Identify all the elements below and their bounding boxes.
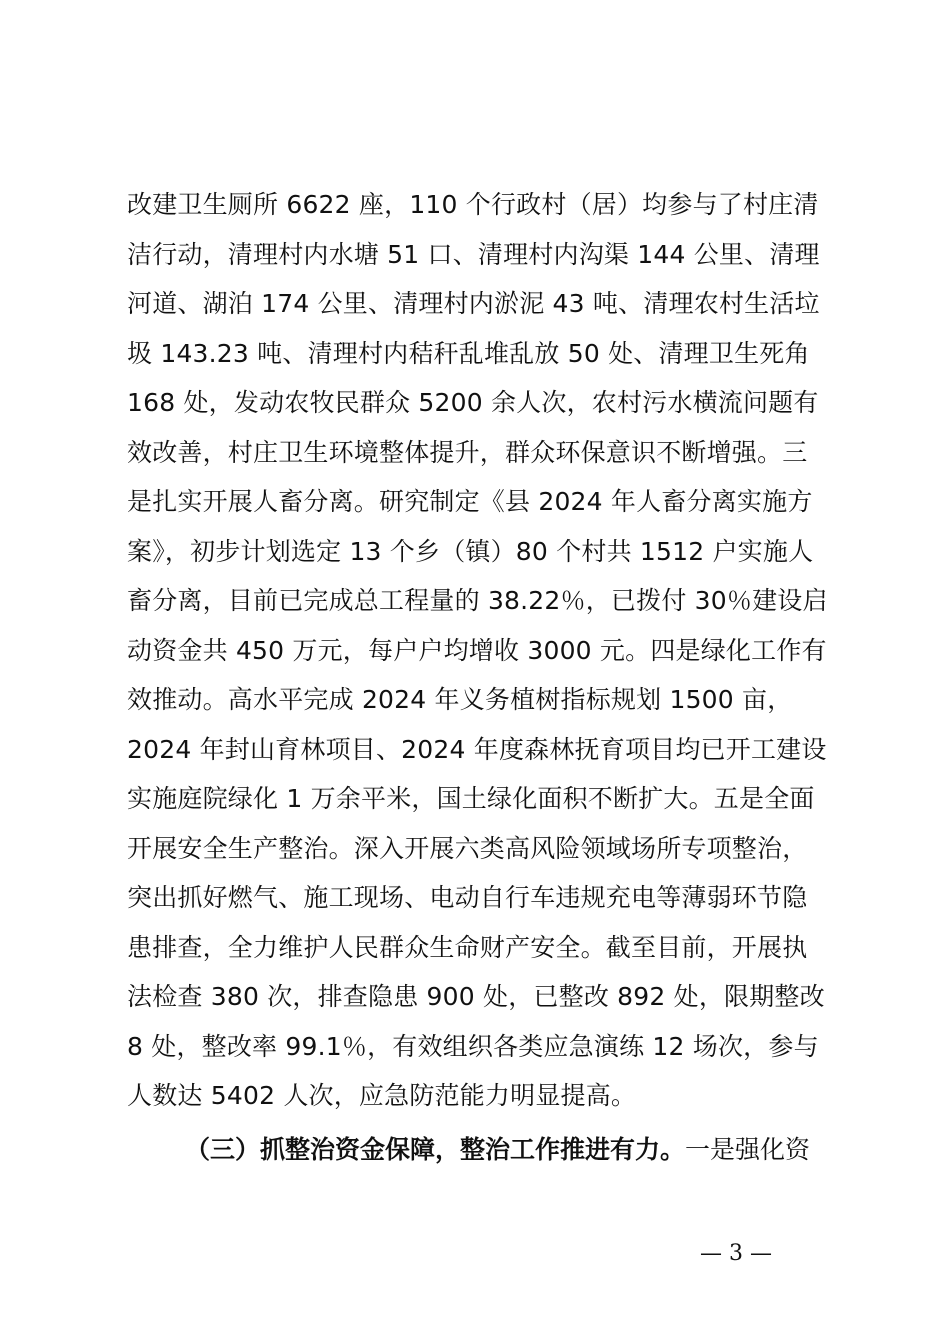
text-line: 8 处，整改率 99.1％，有效组织各类应急演练 12 场次，参与: [127, 1031, 819, 1061]
text-line: 实施庭院绿化 1 万余平米，国土绿化面积不断扩大。五是全面: [127, 784, 815, 813]
text-line: 河道、湖泊 174 公里、清理村内淤泥 43 吨、清理农村生活垃: [127, 289, 820, 318]
section-heading-continuation: 一是强化资: [685, 1135, 811, 1164]
text-line: 168 处，发动农牧民群众 5200 余人次，农村污水横流问题有: [127, 388, 819, 417]
body-paragraph: [127, 180, 842, 1121]
text-line: 效改善，村庄卫生环境整体提升，群众环保意识不断增强。三: [127, 437, 808, 467]
text-line: 是扎实开展人畜分离。研究制定《县 2024 年人畜分离实施方: [127, 487, 813, 516]
text-line: 突出抓好燃气、施工现场、电动自行车违规充电等薄弱环节隐: [127, 883, 808, 912]
text-line: 法检查 380 次，排查隐患 900 处，已整改 892 处，限期整改: [127, 982, 825, 1011]
text-line: 圾 143.23 吨、清理村内秸秆乱堆乱放 50 处、清理卫生死角: [127, 338, 810, 368]
page-number: — 3 —: [700, 1241, 772, 1266]
text-line: 动资金共 450 万元，每户户均增收 3000 元。四是绿化工作有: [127, 635, 827, 665]
section-heading-line: [127, 1125, 842, 1175]
text-line: 改建卫生厕所 6622 座，110 个行政村（居）均参与了村庄清: [127, 190, 819, 219]
text-line: 2024 年封山育林项目、2024 年度森林抚育项目均已开工建设: [127, 734, 827, 764]
text-line: 畜分离，目前已完成总工程量的 38.22％，已拨付 30％建设启: [127, 586, 828, 615]
text-line: 开展安全生产整治。深入开展六类高风险领域场所专项整治，: [127, 833, 808, 863]
section-heading: （三）抓整治资金保障，整治工作推进有力。: [185, 1135, 686, 1164]
text-line: 人数达 5402 人次，应急防范能力明显提高。: [127, 1081, 637, 1110]
text-line: 洁行动，清理村内水塘 51 口、清理村内沟渠 144 公里、清理: [127, 239, 820, 269]
text-line: 效推动。高水平完成 2024 年义务植树指标规划 1500 亩，: [127, 685, 793, 714]
text-line: 患排查，全力维护人民群众生命财产安全。截至目前，开展执: [127, 932, 808, 962]
text-line: 案》，初步计划选定 13 个乡（镇）80 个村共 1512 户实施人: [127, 536, 814, 566]
